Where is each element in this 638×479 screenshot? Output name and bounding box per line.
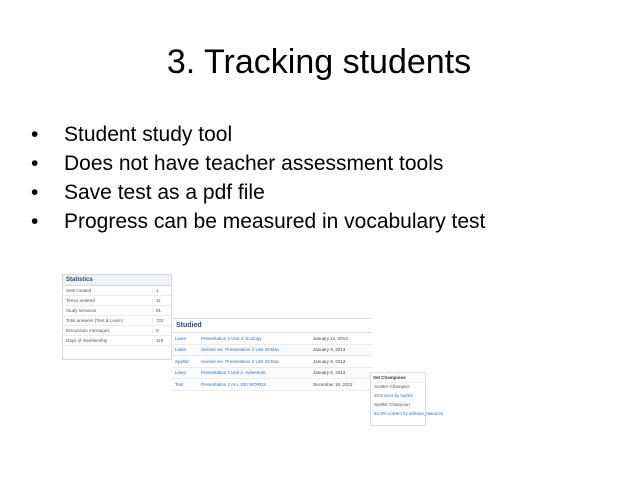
bullet-glyph: • xyxy=(31,210,39,233)
study-date: January 9, 2013 xyxy=(313,358,346,364)
study-mode-link[interactable]: Learn xyxy=(175,347,187,353)
bullet-list xyxy=(28,120,485,236)
table-row xyxy=(172,368,372,380)
study-date: December 18, 2012 xyxy=(313,381,353,387)
stat-value: 0 xyxy=(156,328,159,333)
bullet-text: Save test as a pdf file xyxy=(64,181,265,204)
study-mode-link[interactable]: Test xyxy=(175,381,184,387)
studied-heading: Studied xyxy=(172,319,372,333)
table-row xyxy=(63,316,171,326)
table-row xyxy=(63,326,171,336)
studied-screenshot xyxy=(172,318,372,403)
table-row xyxy=(172,345,372,357)
study-date: January 9, 2013 xyxy=(313,347,346,353)
champion-score: 28.8 secs by hy204 xyxy=(374,393,413,398)
bullet-item xyxy=(28,149,485,178)
statistics-heading: Statistics xyxy=(63,275,171,286)
table-row xyxy=(63,306,171,316)
bullet-text: Student study tool xyxy=(64,123,233,146)
stat-value: 1 xyxy=(156,288,159,293)
champion-score: 82.9% correct by sahana_takeuchi xyxy=(374,411,444,416)
stat-label: Days of membership xyxy=(63,338,153,343)
stat-value: 118 xyxy=(156,338,164,343)
table-row xyxy=(172,379,372,391)
table-row xyxy=(172,356,372,368)
study-set-link[interactable]: Presentation 2 Unit 1: Adventure xyxy=(201,370,266,376)
stat-label: Discussion messages xyxy=(63,328,153,333)
set-champions-heading: Set Champions xyxy=(371,373,425,383)
table-row xyxy=(63,296,171,306)
study-mode-link[interactable]: Learn xyxy=(175,370,187,376)
stat-label: Total answers (Test & Learn) xyxy=(63,318,153,323)
study-set-link[interactable]: Presentation 2 ALL 100 WORDS xyxy=(201,381,267,387)
stat-value: 11 xyxy=(156,298,161,303)
set-champions-screenshot xyxy=(370,372,444,426)
bullet-text: Does not have teacher assessment tools xyxy=(64,152,444,175)
table-row xyxy=(172,333,372,345)
table-row xyxy=(63,286,171,296)
stat-label: Sets created xyxy=(63,288,153,293)
bullet-item xyxy=(28,120,485,149)
study-set-link[interactable]: revised ver. Presentation 2 Unit 20 Ban xyxy=(201,347,280,353)
bullet-text: Progress can be measured in vocabulary test xyxy=(64,210,486,233)
bullet-glyph: • xyxy=(31,123,39,146)
bullet-item xyxy=(28,178,485,207)
table-row xyxy=(63,336,171,346)
stat-value: 91 xyxy=(156,308,162,313)
statistics-screenshot xyxy=(62,274,172,360)
study-mode-link[interactable]: Learn xyxy=(175,335,187,341)
champion-label: Scatter Champion xyxy=(374,384,411,389)
champion-label: Spellar Champion xyxy=(374,402,410,407)
bullet-glyph: • xyxy=(31,181,39,204)
study-date: January 9, 2013 xyxy=(313,370,346,376)
study-date: January 14, 2013 xyxy=(313,335,348,341)
stat-label: Terms entered xyxy=(63,298,153,303)
bullet-item xyxy=(28,207,485,236)
study-set-link[interactable]: Presentation 2 Unit 4: Ecology xyxy=(201,335,262,341)
bullet-glyph: • xyxy=(31,152,39,175)
study-mode-link[interactable]: Spellar xyxy=(175,358,190,364)
slide-title: 3. Tracking students xyxy=(166,43,472,81)
stat-value: 722 xyxy=(156,318,164,323)
study-set-link[interactable]: revised ver. Presentation 2 Unit 20 Ban xyxy=(201,358,280,364)
stat-label: Study sessions xyxy=(63,308,153,313)
